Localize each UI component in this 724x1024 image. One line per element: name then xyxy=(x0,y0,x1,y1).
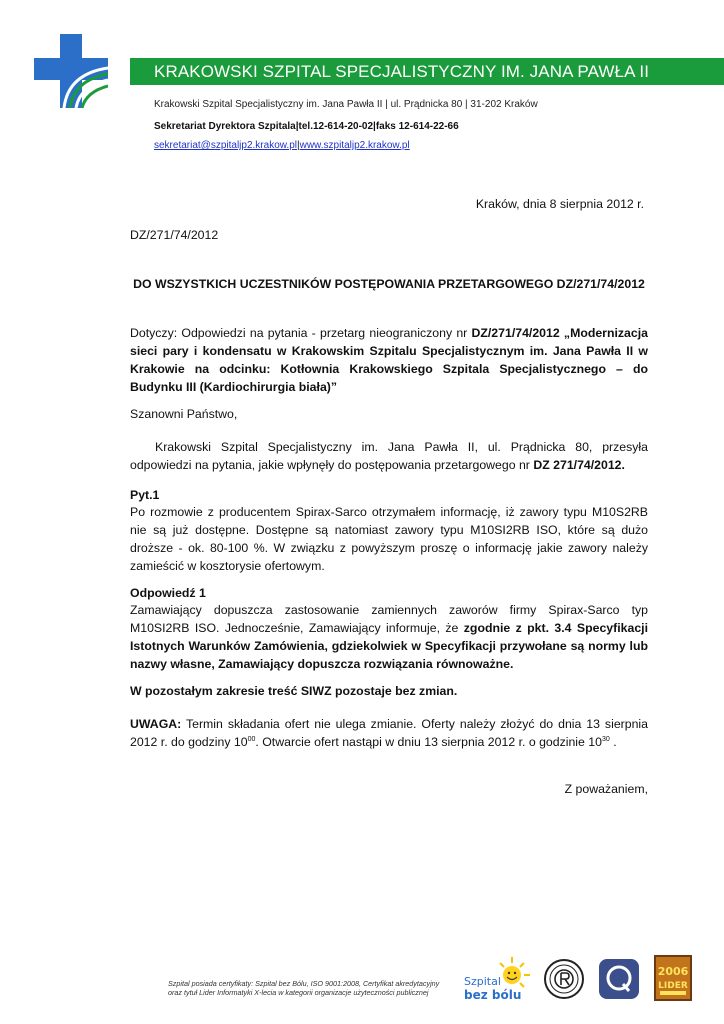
hospital-name-banner: KRAKOWSKI SZPITAL SPECJALISTYCZNY IM. JANA PAWŁA II xyxy=(130,58,724,85)
answer-paragraph xyxy=(130,601,648,673)
answer-bold: zgodnie z pkt. 3.4 Specyfikacji Istotnych Warunków Zamówienia, gdziekolwiek w Specyfikacji przywołane są normy lub nazwy własne, Zamawiający dopuszcza rozwiązania równoważne. xyxy=(130,621,649,671)
iso-certificate-logo xyxy=(543,958,585,1000)
question-heading: Pyt.1 xyxy=(130,488,160,502)
answer-text: Zamawiający dopuszcza zastosowanie zamiennych zaworów firmy Spirax-Sarco typ M10SI2RB ISO. Jednocześnie, Zamawiający informuje, że xyxy=(130,603,648,635)
note-text-3: . xyxy=(609,735,617,749)
intro-paragraph xyxy=(130,438,648,474)
letter-date: Kraków, dnia 8 sierpnia 2012 r. xyxy=(475,197,644,211)
accreditation-certificate-logo xyxy=(598,958,640,1000)
intro-bold: DZ 271/74/2012. xyxy=(533,458,625,472)
subject-paragraph xyxy=(130,324,648,396)
certificates-line-1: Szpital posiada certyfikaty: Szpital bez Bólu, ISO 9001:2008, Certyfikat akredytacyjny xyxy=(168,979,440,988)
lider-informatyki-logo xyxy=(654,955,692,1001)
website-link[interactable]: www.szpitaljp2.krakow.pl xyxy=(299,140,410,151)
question-text: Po rozmowie z producentem Spirax-Sarco otrzymałem informację, iż zawory typu M10S2RB nie są już dostępne. Dostępne są natomiast zawory typu M10SI2RB ISO, które są dużo droższe - ok. 80-100 %. W związku z powyższym proszę o informację jakie zawory należy zamieścić w kosztorysie ofertowym. xyxy=(130,505,648,573)
certificates-note xyxy=(168,979,458,997)
bezbolu-word-1: Szpital xyxy=(464,975,501,988)
email-link[interactable]: sekretariat@szpitaljp2.krakow.pl xyxy=(154,140,297,151)
note-sup-1: 00 xyxy=(247,735,256,743)
hospital-cross-logo xyxy=(34,34,108,108)
remainder-statement: W pozostałym zakresie treść SIWZ pozostaje bez zmian. xyxy=(130,684,458,698)
greeting: Szanowni Państwo, xyxy=(130,407,238,421)
subject-bold: DZ/271/74/2012 „Modernizacja sieci pary i kondensatu w Krakowskim Szpitalu Specjalistycznym im. Jana Pawła II w Krakowie na odcinku: Kotłownia Krakowskiego Szpitala Specjalistycznego – do Budynku III (Kardiochirurgia biała)” xyxy=(130,326,648,394)
link-separator: | xyxy=(297,140,300,151)
answer-heading: Odpowiedź 1 xyxy=(130,586,206,600)
note-paragraph xyxy=(130,715,648,751)
certificates-line-2: oraz tytuł Lider Informatyki X-lecia w kategorii organizacje użyteczności publicznej xyxy=(168,988,429,997)
letter-title: DO WSZYSTKICH UCZESTNIKÓW POSTĘPOWANIA PRZETARGOWEGO DZ/271/74/2012 xyxy=(133,277,645,291)
note-sup-2: 30 xyxy=(601,735,610,743)
closing: Z poważaniem, xyxy=(564,782,648,796)
note-label: UWAGA: xyxy=(130,717,182,731)
contact-links xyxy=(154,140,410,151)
reference-number: DZ/271/74/2012 xyxy=(130,228,219,242)
subject-prefix: Dotyczy: Odpowiedzi na pytania - przetarg nieograniczony nr xyxy=(130,326,472,340)
note-text-2: . Otwarcie ofert nastąpi w dniu 13 sierpnia 2012 r. o godzinie 10 xyxy=(255,735,602,749)
secretariat-contact: Sekretariat Dyrektora Szpitala|tel.12-614-20-02|faks 12-614-22-66 xyxy=(154,121,459,132)
szpital-bez-bolu-logo xyxy=(462,955,534,1003)
lider-word: LIDER xyxy=(658,981,688,991)
bezbolu-word-2: bez bólu xyxy=(464,988,522,1002)
hospital-address: Krakowski Szpital Specjalistyczny im. Jana Pawła II | ul. Prądnicka 80 | 31-202 Kraków xyxy=(154,99,538,110)
note-text-1: Termin składania ofert nie ulega zmianie. Oferty należy złożyć do dnia 13 sierpnia 2012 r. do godziny 10 xyxy=(130,717,648,749)
lider-year: 2006 xyxy=(657,965,689,978)
intro-text: Krakowski Szpital Specjalistyczny im. Jana Pawła II, ul. Prądnicka 80, przesyła odpowiedzi na pytania, jakie wpłynęły do postępowania przetargowego nr xyxy=(130,440,648,472)
